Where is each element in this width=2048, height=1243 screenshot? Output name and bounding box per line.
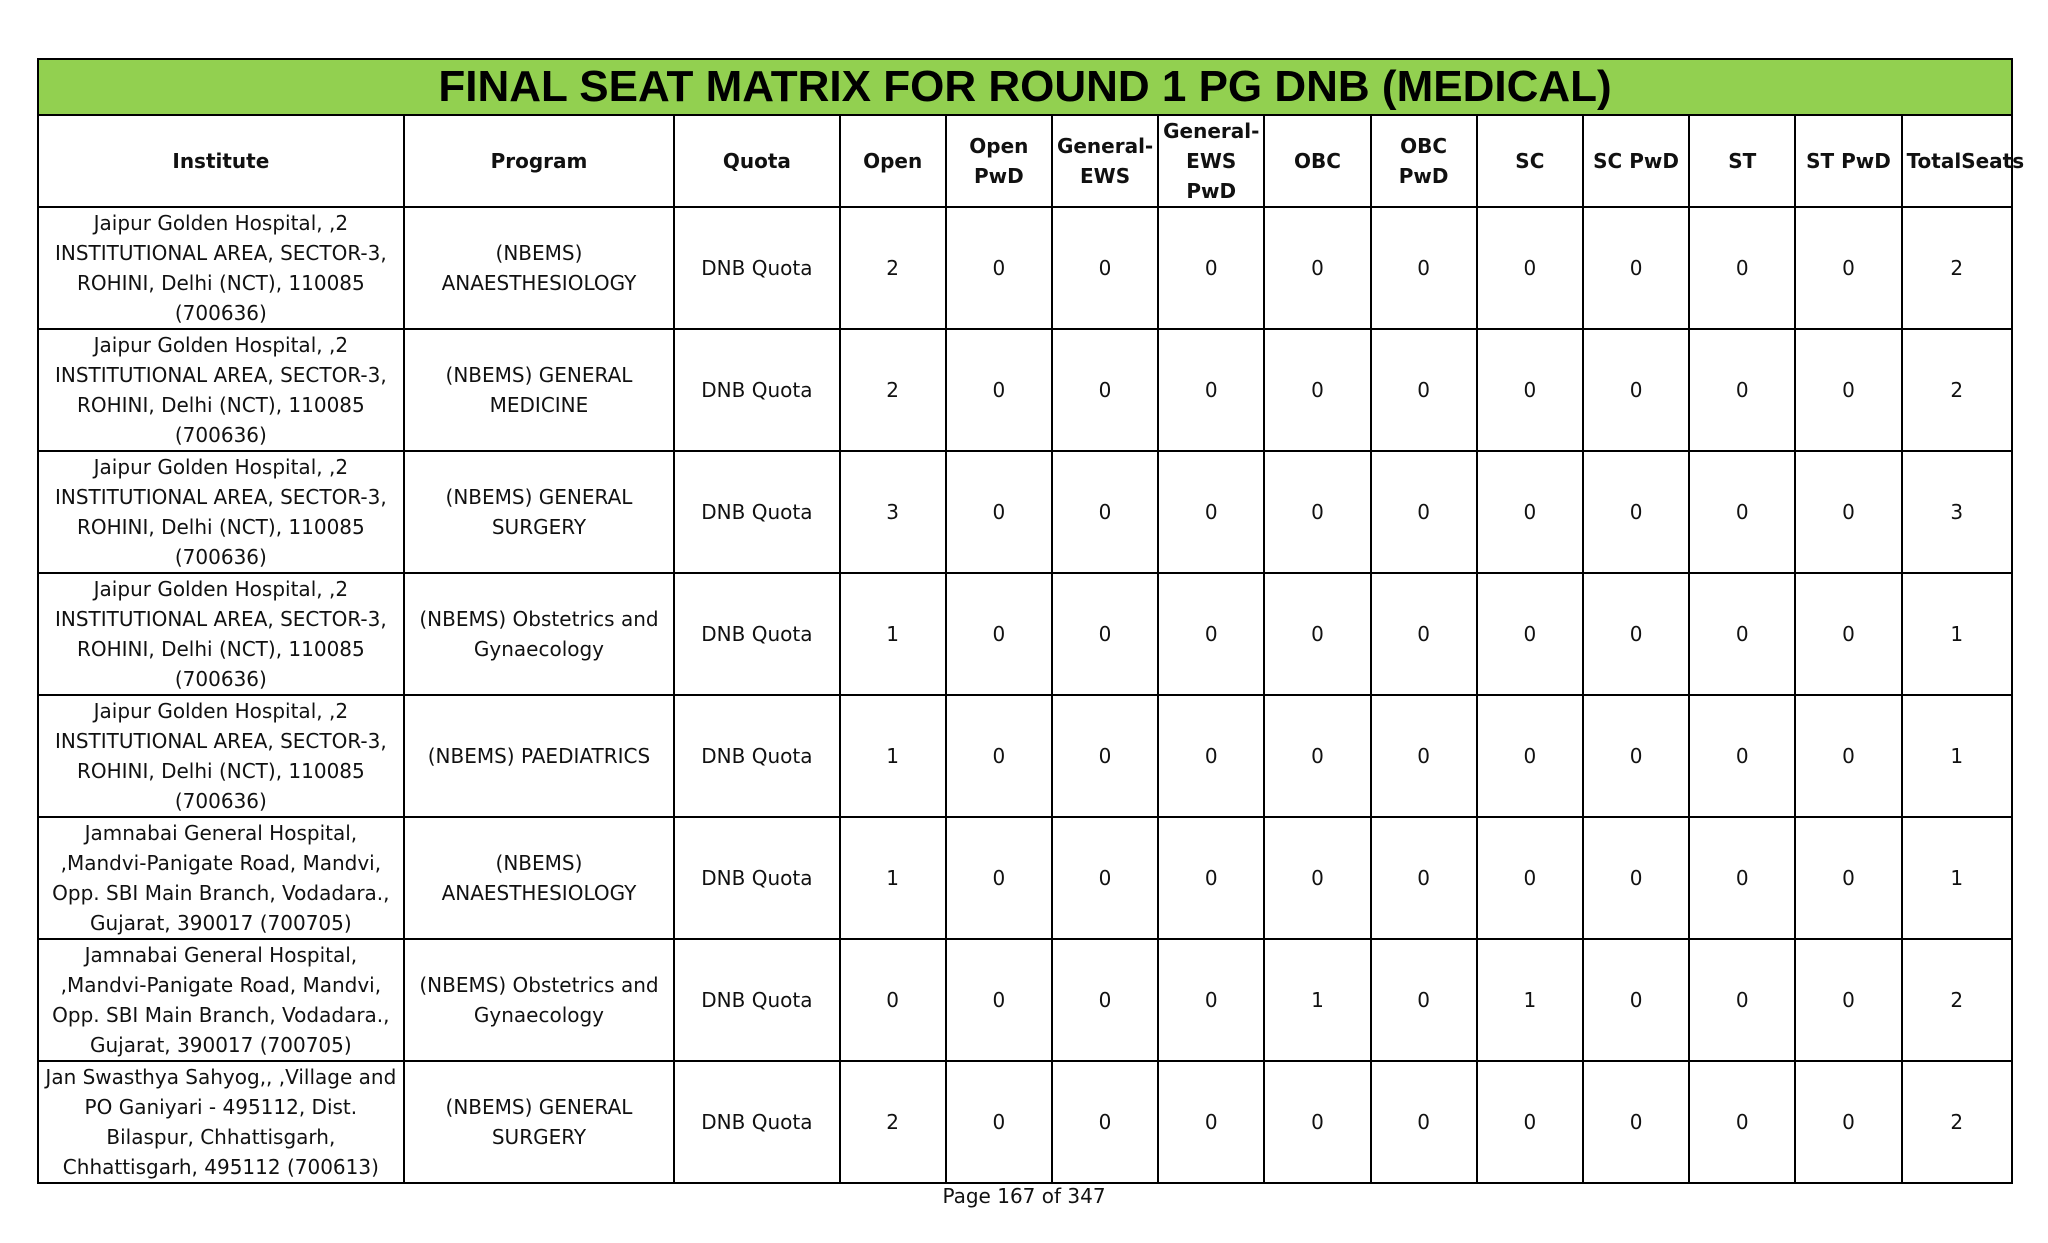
seat-count-cell: 0 — [946, 207, 1052, 329]
seat-count-cell: 0 — [1052, 1061, 1158, 1183]
seat-count-cell: 0 — [946, 1061, 1052, 1183]
program-cell: (NBEMS) PAEDIATRICS — [404, 695, 675, 817]
program-cell: (NBEMS) GENERAL SURGERY — [404, 451, 675, 573]
seat-count-cell: 0 — [1052, 451, 1158, 573]
seat-count-cell: 0 — [946, 695, 1052, 817]
seat-count-cell: 0 — [1371, 1061, 1477, 1183]
seat-count-cell: 0 — [1371, 207, 1477, 329]
program-cell: (NBEMS) GENERAL MEDICINE — [404, 329, 675, 451]
seat-count-cell: 0 — [1158, 207, 1264, 329]
table-row — [38, 573, 2012, 695]
seat-count-cell: 1 — [840, 817, 946, 939]
seat-count-cell: 0 — [1583, 695, 1689, 817]
column-header: OBC PwD — [1371, 115, 1477, 207]
seat-count-cell: 0 — [1795, 329, 1901, 451]
seat-count-cell: 2 — [840, 329, 946, 451]
seat-count-cell: 0 — [1477, 451, 1583, 573]
seat-count-cell: 2 — [1902, 939, 2012, 1061]
seat-count-cell: 0 — [1689, 573, 1795, 695]
page-title: FINAL SEAT MATRIX FOR ROUND 1 PG DNB (MEDICAL) — [38, 59, 2012, 115]
seat-count-cell: 0 — [1264, 817, 1370, 939]
seat-count-cell: 0 — [1689, 451, 1795, 573]
seat-count-cell: 2 — [840, 207, 946, 329]
table-row — [38, 939, 2012, 1061]
seat-count-cell: 2 — [1902, 1061, 2012, 1183]
seat-count-cell: 0 — [946, 939, 1052, 1061]
column-header: SC — [1477, 115, 1583, 207]
institute-cell: Jaipur Golden Hospital, ,2 INSTITUTIONAL AREA, SECTOR-3, ROHINI, Delhi (NCT), 110085 (700636) — [38, 329, 404, 451]
column-header: General-EWS PwD — [1158, 115, 1264, 207]
seat-count-cell: 0 — [1795, 451, 1901, 573]
seat-count-cell: 0 — [1052, 695, 1158, 817]
column-header: Open PwD — [946, 115, 1052, 207]
seat-count-cell: 0 — [1052, 207, 1158, 329]
seat-count-cell: 2 — [1902, 207, 2012, 329]
program-cell: (NBEMS) Obstetrics and Gynaecology — [404, 939, 675, 1061]
seat-count-cell: 0 — [1795, 817, 1901, 939]
seat-count-cell: 0 — [1795, 939, 1901, 1061]
seat-count-cell: 0 — [1477, 329, 1583, 451]
seat-count-cell: 0 — [1795, 1061, 1901, 1183]
seat-count-cell: 0 — [1689, 817, 1795, 939]
program-cell: (NBEMS) GENERAL SURGERY — [404, 1061, 675, 1183]
seat-matrix-sheet — [37, 58, 2025, 1184]
quota-cell: DNB Quota — [674, 817, 839, 939]
seat-count-cell: 0 — [1158, 573, 1264, 695]
institute-cell: Jan Swasthya Sahyog,, ,Village and PO Ganiyari - 495112, Dist. Bilaspur, Chhattisgarh, Chhattisgarh, 495112 (700613) — [38, 1061, 404, 1183]
seat-count-cell: 1 — [1902, 573, 2012, 695]
seat-count-cell: 0 — [1371, 329, 1477, 451]
seat-count-cell: 3 — [1902, 451, 2012, 573]
column-header: ST PwD — [1795, 115, 1901, 207]
table-row — [38, 329, 2012, 451]
column-header: SC PwD — [1583, 115, 1689, 207]
seat-count-cell: 0 — [1477, 817, 1583, 939]
table-row — [38, 817, 2012, 939]
seat-count-cell: 1 — [1477, 939, 1583, 1061]
seat-count-cell: 1 — [1902, 695, 2012, 817]
program-cell: (NBEMS) ANAESTHESIOLOGY — [404, 817, 675, 939]
seat-count-cell: 0 — [1264, 451, 1370, 573]
seat-count-cell: 0 — [1371, 451, 1477, 573]
page-number: Page 167 of 347 — [942, 1184, 1106, 1208]
seat-count-cell: 2 — [1902, 329, 2012, 451]
seat-count-cell: 0 — [1052, 817, 1158, 939]
quota-cell: DNB Quota — [674, 695, 839, 817]
seat-count-cell: 0 — [946, 817, 1052, 939]
seat-count-cell: 0 — [1371, 939, 1477, 1061]
seat-count-cell: 0 — [1583, 817, 1689, 939]
institute-cell: Jaipur Golden Hospital, ,2 INSTITUTIONAL AREA, SECTOR-3, ROHINI, Delhi (NCT), 110085 (700636) — [38, 573, 404, 695]
column-header: Program — [404, 115, 675, 207]
seat-count-cell: 0 — [1477, 573, 1583, 695]
seat-count-cell: 0 — [1264, 695, 1370, 817]
seat-count-cell: 0 — [1477, 695, 1583, 817]
column-header: Quota — [674, 115, 839, 207]
seat-count-cell: 0 — [1689, 207, 1795, 329]
table-header-row — [38, 115, 2012, 207]
seat-count-cell: 0 — [946, 573, 1052, 695]
seat-count-cell: 0 — [1583, 573, 1689, 695]
seat-count-cell: 0 — [1052, 573, 1158, 695]
seat-count-cell: 1 — [840, 573, 946, 695]
seat-count-cell: 0 — [1583, 939, 1689, 1061]
table-row — [38, 1061, 2012, 1183]
seat-count-cell: 0 — [1371, 817, 1477, 939]
program-cell: (NBEMS) ANAESTHESIOLOGY — [404, 207, 675, 329]
seat-count-cell: 0 — [1795, 695, 1901, 817]
seat-count-cell: 0 — [946, 451, 1052, 573]
seat-count-cell: 1 — [1902, 817, 2012, 939]
seat-count-cell: 0 — [1158, 1061, 1264, 1183]
seat-count-cell: 0 — [1052, 939, 1158, 1061]
seat-count-cell: 0 — [1477, 207, 1583, 329]
seat-count-cell: 0 — [1264, 329, 1370, 451]
column-header: OBC — [1264, 115, 1370, 207]
column-header: Institute — [38, 115, 404, 207]
column-header: ST — [1689, 115, 1795, 207]
seat-count-cell: 1 — [840, 695, 946, 817]
seat-count-cell: 0 — [1583, 329, 1689, 451]
institute-cell: Jaipur Golden Hospital, ,2 INSTITUTIONAL AREA, SECTOR-3, ROHINI, Delhi (NCT), 110085 (700636) — [38, 695, 404, 817]
seat-count-cell: 0 — [1583, 1061, 1689, 1183]
seat-count-cell: 0 — [1795, 573, 1901, 695]
seat-count-cell: 0 — [1689, 939, 1795, 1061]
seat-count-cell: 0 — [1795, 207, 1901, 329]
seat-count-cell: 0 — [1583, 207, 1689, 329]
seat-count-cell: 0 — [1158, 817, 1264, 939]
seat-count-cell: 0 — [1264, 207, 1370, 329]
seat-count-cell: 0 — [1158, 939, 1264, 1061]
program-cell: (NBEMS) Obstetrics and Gynaecology — [404, 573, 675, 695]
quota-cell: DNB Quota — [674, 451, 839, 573]
column-header: Open — [840, 115, 946, 207]
seat-count-cell: 3 — [840, 451, 946, 573]
institute-cell: Jaipur Golden Hospital, ,2 INSTITUTIONAL AREA, SECTOR-3, ROHINI, Delhi (NCT), 110085 (700636) — [38, 207, 404, 329]
seat-count-cell: 0 — [1158, 329, 1264, 451]
seat-count-cell: 0 — [1264, 573, 1370, 695]
table-row — [38, 695, 2012, 817]
seat-count-cell: 0 — [1477, 1061, 1583, 1183]
quota-cell: DNB Quota — [674, 207, 839, 329]
institute-cell: Jamnabai General Hospital, ,Mandvi-Panigate Road, Mandvi, Opp. SBI Main Branch, Vodadara., Gujarat, 390017 (700705) — [38, 939, 404, 1061]
column-header: TotalSeats — [1902, 115, 2012, 207]
table-row — [38, 451, 2012, 573]
seat-count-cell: 0 — [946, 329, 1052, 451]
quota-cell: DNB Quota — [674, 573, 839, 695]
seat-count-cell: 0 — [1689, 695, 1795, 817]
table-body — [38, 207, 2012, 1183]
seat-count-cell: 0 — [1689, 1061, 1795, 1183]
institute-cell: Jamnabai General Hospital, ,Mandvi-Panigate Road, Mandvi, Opp. SBI Main Branch, Vodadara., Gujarat, 390017 (700705) — [38, 817, 404, 939]
seat-matrix-table — [37, 58, 2025, 1184]
seat-count-cell: 0 — [1158, 695, 1264, 817]
seat-count-cell: 0 — [1052, 329, 1158, 451]
quota-cell: DNB Quota — [674, 329, 839, 451]
seat-count-cell: 2 — [840, 1061, 946, 1183]
seat-count-cell: 0 — [1371, 695, 1477, 817]
seat-count-cell: 1 — [1264, 939, 1370, 1061]
seat-count-cell: 0 — [1158, 451, 1264, 573]
quota-cell: DNB Quota — [674, 939, 839, 1061]
seat-count-cell: 0 — [1689, 329, 1795, 451]
seat-count-cell: 0 — [1371, 573, 1477, 695]
column-header: General-EWS — [1052, 115, 1158, 207]
seat-count-cell: 0 — [1264, 1061, 1370, 1183]
table-row — [38, 207, 2012, 329]
seat-count-cell: 0 — [1583, 451, 1689, 573]
seat-count-cell: 0 — [840, 939, 946, 1061]
institute-cell: Jaipur Golden Hospital, ,2 INSTITUTIONAL AREA, SECTOR-3, ROHINI, Delhi (NCT), 110085 (700636) — [38, 451, 404, 573]
quota-cell: DNB Quota — [674, 1061, 839, 1183]
